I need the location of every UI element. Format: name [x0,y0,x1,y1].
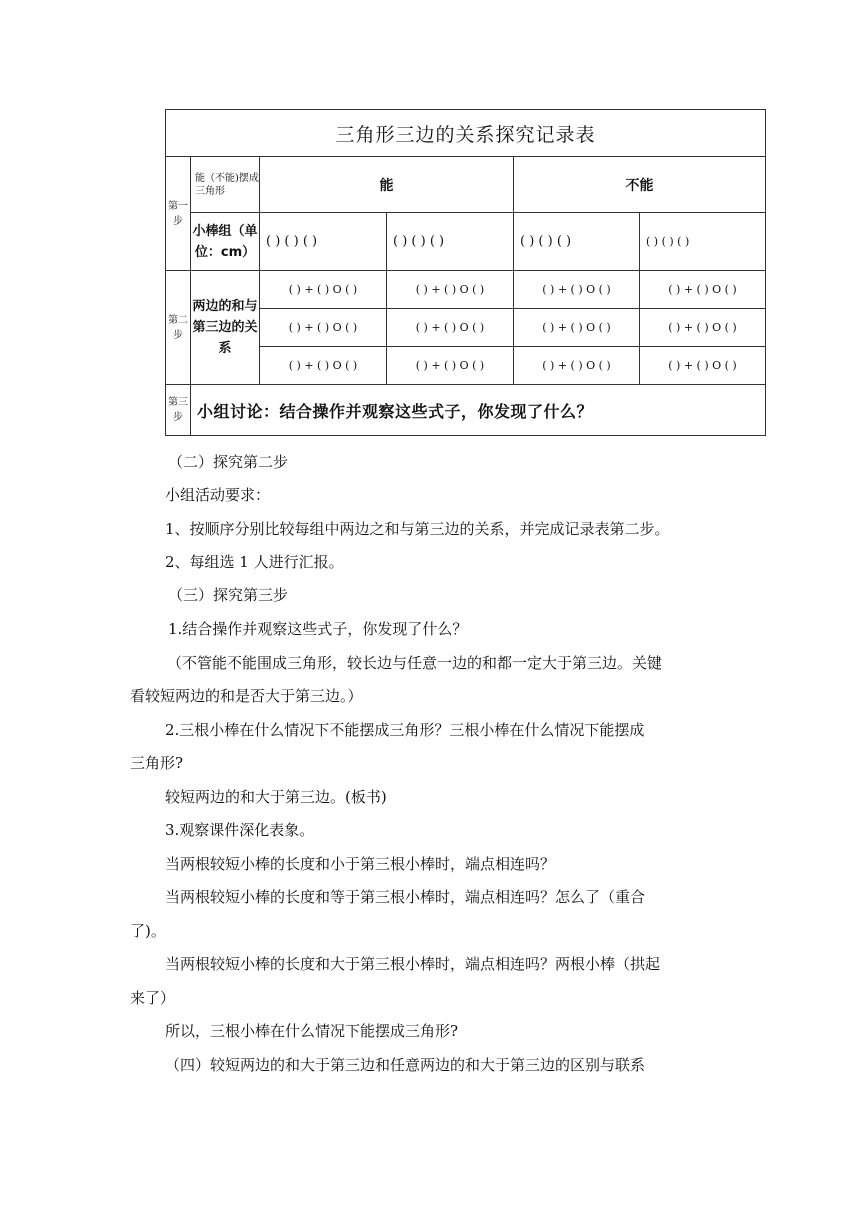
paragraph: 较短两边的和大于第三边。(板书) [165,788,387,806]
paragraph: 1、按顺序分别比较每组中两边之和与第三边的关系，并完成记录表第二步。 [165,520,670,538]
relation-expression: ( ) + ( ) O ( ) [387,271,514,309]
step-3-label: 第三步 [166,385,191,436]
relation-expression: ( ) + ( ) O ( ) [640,309,766,347]
paragraph: 三角形? [130,754,184,772]
paragraph: 所以，三根小棒在什么情况下能摆成三角形? [165,1022,459,1040]
relation-expression: ( ) + ( ) O ( ) [514,309,640,347]
relation-expression: ( ) + ( ) O ( ) [260,309,387,347]
paragraph: 来了） [130,989,176,1007]
cannot-header: 不能 [514,157,766,213]
step-1-label: 第一步 [166,157,191,271]
relation-expression: ( ) + ( ) O ( ) [514,271,640,309]
paragraph: （不管能不能围成三角形，较长边与任意一边的和都一定大于第三边。关键 [167,654,663,672]
section-heading: （二）探究第二步 [168,453,289,471]
relation-expression: ( ) + ( ) O ( ) [640,271,766,309]
can-header: 能 [260,157,514,213]
paragraph: 2、每组选 1 人进行汇报。 [165,553,344,571]
section-heading: （四）较短两边的和大于第三边和任意两边的和大于第三边的区别与联系 [165,1056,646,1074]
section-heading: （三）探究第三步 [168,586,289,604]
relation-expression: ( ) + ( ) O ( ) [387,347,514,385]
record-table [165,109,766,436]
paragraph: 了)。 [130,922,166,940]
stick-group-label: 小棒组（单位：cm） [191,213,260,271]
relation-expression: ( ) + ( ) O ( ) [387,309,514,347]
stick-group-blank: ( ) ( ) ( ) [260,213,387,271]
relation-expression: ( ) + ( ) O ( ) [514,347,640,385]
paragraph: 小组活动要求： [165,486,271,504]
stick-group-blank: ( ) ( ) ( ) [514,213,640,271]
relation-expression: ( ) + ( ) O ( ) [640,347,766,385]
paragraph: 当两根较短小棒的长度和小于第三根小棒时，端点相连吗？ [165,855,556,873]
paragraph: 看较短两边的和是否大于第三边。） [130,687,363,705]
group-discussion: 小组讨论：结合操作并观察这些式子，你发现了什么？ [191,385,766,436]
paragraph: 当两根较短小棒的长度和等于第三根小棒时，端点相连吗？怎么了（重合 [165,888,646,906]
relation-expression: ( ) + ( ) O ( ) [260,347,387,385]
relation-label: 两边的和与第三边的关系 [191,271,260,385]
table-title: 三角形三边的关系探究记录表 [166,110,766,157]
paragraph: 1.结合操作并观察这些式子，你发现了什么？ [168,620,468,638]
stick-group-blank: ( ) ( ) ( ) [640,213,766,271]
can-form-label: 能（不能)摆成三角形 [191,157,260,213]
relation-expression: ( ) + ( ) O ( ) [260,271,387,309]
step-2-label: 第二步 [166,271,191,385]
paragraph: 当两根较短小棒的长度和大于第三根小棒时，端点相连吗？两根小棒（拱起 [165,955,661,973]
paragraph: 2.三根小棒在什么情况下不能摆成三角形？三根小棒在什么情况下能摆成 [165,721,645,739]
paragraph: 3.观察课件深化表象。 [165,821,315,839]
stick-group-blank: ( ) ( ) ( ) [387,213,514,271]
